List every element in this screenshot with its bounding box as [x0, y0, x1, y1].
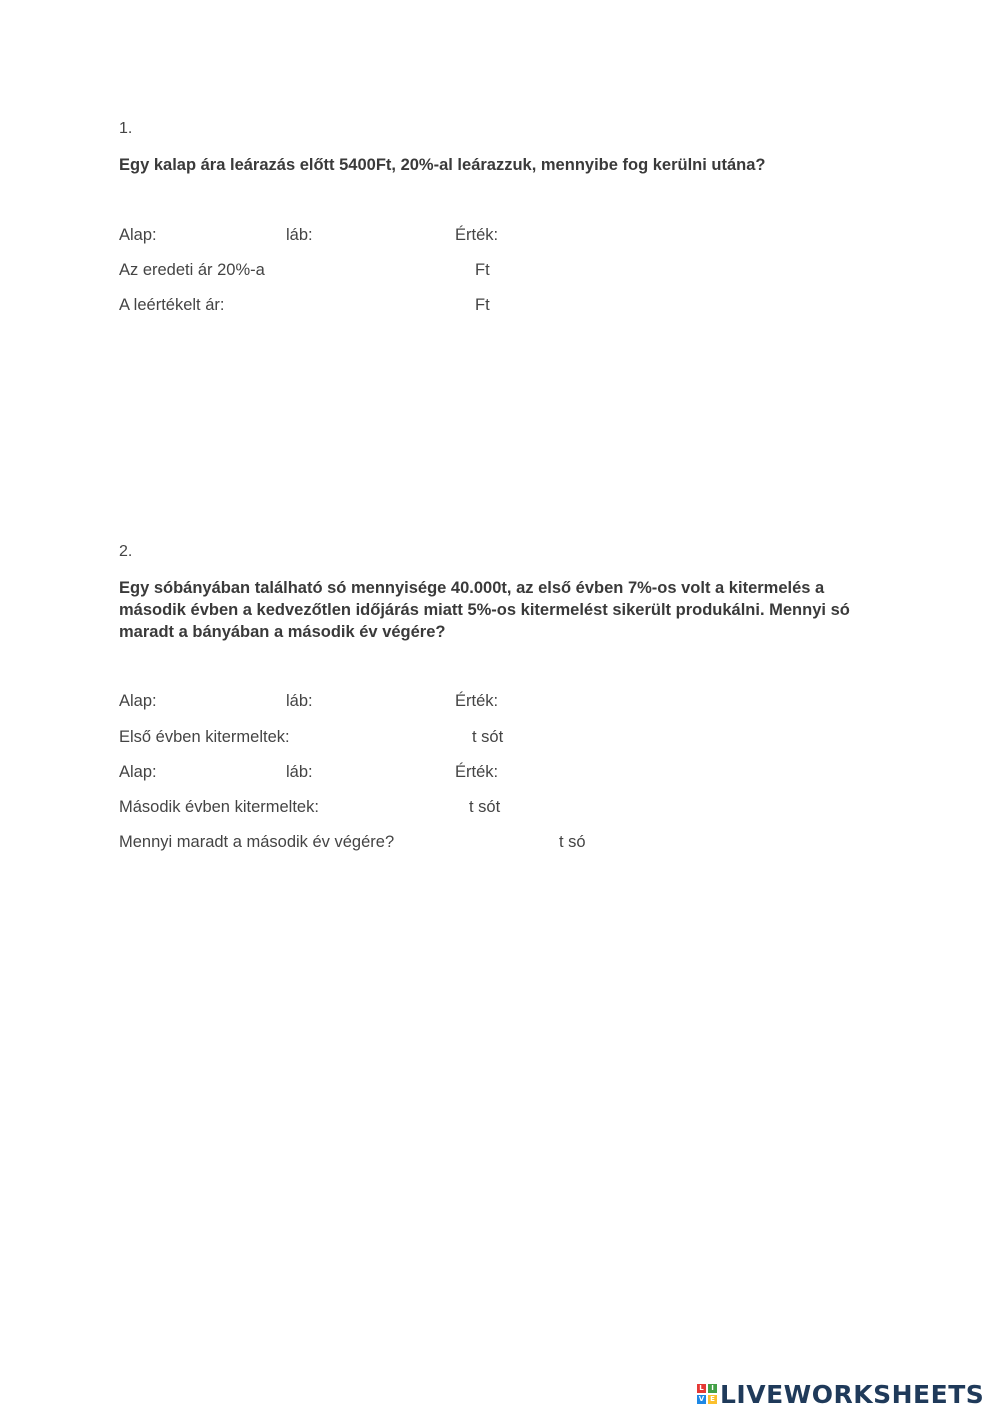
task2-masodik-unit: t sót — [469, 798, 501, 816]
task1-alap-label: Alap: — [119, 226, 157, 244]
task2-number: 2. — [119, 543, 133, 560]
brand-name: LIVEWORKSHEETS — [720, 1379, 985, 1409]
task2-ertek2-label: Érték: — [455, 763, 499, 781]
logo-block-v: V — [698, 1395, 705, 1403]
task1-eredeti-label: Az eredeti ár 20%-a — [119, 261, 265, 279]
logo-block-i: I — [708, 1384, 717, 1393]
task1-lab-label: láb: — [286, 226, 313, 244]
liveworksheets-logo — [697, 1378, 984, 1410]
task1-number: 1. — [119, 120, 133, 137]
task1-leertekelt-unit: Ft — [475, 296, 490, 314]
task2-alap2-label: Alap: — [119, 763, 157, 781]
logo-block-l: L — [697, 1384, 706, 1393]
task2-lab1-label: láb: — [286, 692, 313, 710]
task2-ertek1-label: Érték: — [455, 692, 499, 710]
task1-eredeti-unit: Ft — [475, 261, 490, 279]
task2-masodik-label: Második évben kitermeltek: — [119, 798, 319, 816]
task2-elso-label: Első évben kitermeltek: — [119, 728, 290, 746]
logo-block-e: E — [708, 1395, 717, 1404]
task2-maradt-unit: t só — [559, 833, 586, 851]
task2-lab2-label: láb: — [286, 763, 313, 781]
task1-question: Egy kalap ára leárazás előtt 5400Ft, 20%-al leárazzuk, mennyibe fog kerülni utána? — [119, 156, 766, 174]
task2-maradt-label: Mennyi maradt a második év végére? — [119, 833, 395, 851]
task2-elso-unit: t sót — [472, 728, 504, 746]
task1-leertekelt-label: A leértékelt ár: — [119, 296, 225, 314]
logo-blocks-icon — [697, 1384, 717, 1404]
task1-ertek-label: Érték: — [455, 226, 499, 244]
task2-question: Egy sóbányában található só mennyisége 40.000t, az első évben 7%-os volt a kitermelés a második évben a kedvezőtlen időjárás miatt 5%-os kitermelést sikerült produkálni. Mennyi só maradt a bányában a második év végére? — [119, 579, 850, 641]
task2-alap1-label: Alap: — [119, 692, 157, 710]
